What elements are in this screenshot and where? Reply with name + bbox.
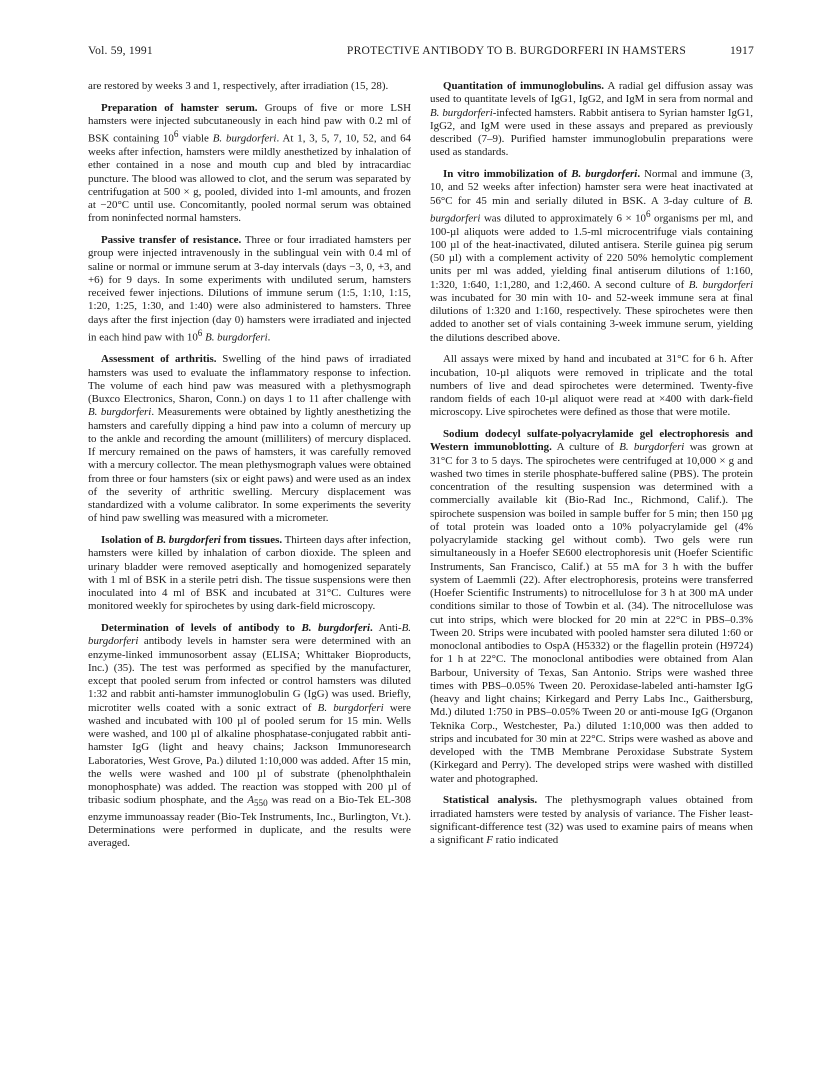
section-sds-page-western: Sodium dodecyl sulfate-polyacrylamide gel electrophoresis and Western immunoblotting. A culture of B. burgdorferi was grown at 31°C for 3 to 5 days. The spirochetes were centrifuged at 10,000 × g and washed two times in sterile phosphate-buffered saline (PBS). The protein concentration of the resulting suspension was determined with a commercially available kit (Bio-Rad Inc., Richmond, Calif.). The spirochete suspension was boiled in sample buffer for 5 min; then 150 µg of total protein was loaded onto a 10% polyacrylamide gel (4% polyacrylamide stacking gel without comb). Two gels were run simultaneously in a Hoefer SE600 electrophoresis unit (Hoefer Scientific Instruments, San Francisco, Calif.) at 55 mA for 3 h with the buffer system of Laemmli (22). After electrophoresis, proteins were transferred (Hoefer Scientific Instruments) to nitrocellulose for 3 h at 300 mA under conditions similar to those of Towbin et al. (34). The nitrocellulose was cut into strips, which were blocked for 20 min at 22°C in PBS–0.3% Tween 20. Strips were incubated with pooled hamster sera diluted 1:60 or monoclonal antibodies to OspA (H5332) or the flagellin protein (H9724) for 1 h at 22°C. The monoclonal antibodies were obtained from Alan Barbour, University of Texas, San Antonio. Strips were washed three times with PBS–0.05% Tween 20. Peroxidase-labeled anti-hamster IgG (heavy and light chains; Kirkegard and Perry Labs Inc., Gaithersburg, Md.) diluted 1:750 in PBS–0.05% Tween 20 or anti-mouse IgG (Organon Teknika Corp., Westchester, Pa.) diluted 1:10,000 was then added to strips and incubated for 30 min at 22°C. Strips were washed as above and developed with the TMB Membrane Peroxidase Substrate System (Kirkegard and Perry). The developed strips were washed with distilled water and photographed.	[430, 428, 754, 785]
section-passive-transfer: Passive transfer of resistance. Three or four irradiated hamsters per group were injected intravenously in the sublingual vein with 0.4 ml of saline or normal or immune serum at 3-day intervals (days −3, 0, +3, and +6) for 9 days. In some experiments with undiluted serum, hamsters received fewer injections. Dilutions of immune serum (1:5, 1:10, 1:15, 1:20, 1:25, 1:30, and 1:40) were also administered to hamsters. Three days after the first injection (day 0) hamsters were irradiated and injected in each hind paw with $10^6$ B. burgdorferi.	[88, 234, 411, 344]
running-header	[88, 44, 754, 68]
section-isolation-from-tissues: Isolation of B. burgdorferi from tissues. Thirteen days after infection, hamsters were killed by inhalation of carbon dioxide. The spleen and urinary bladder were removed aseptically and homogenized separately with 1 ml of BSK in a sterile petri dish. The tissue suspensions were then inoculated into 4 ml of BSK and incubated at 31°C. Cultures were monitored weekly for spirochetes by using dark-field microscopy.	[88, 534, 411, 613]
paragraph-assays: All assays were mixed by hand and incubated at 31°C for 6 h. After incubation, 10-µl aliquots were removed in triplicate and the total numbers of live and dead spirochetes were determined. Twenty-five random fields of each 10-µl aliquot were read at ×400 with dark-field microscopy. Live spirochetes were defined as those that were motile.	[430, 353, 753, 419]
right-column	[430, 80, 753, 847]
section-statistical-analysis: Statistical analysis. The plethysmograph values obtained from irradiated hamsters were tested by analysis of variance. The Fisher least-significant-difference test (32) was used to examine pairs of means when a significant F ratio indicated	[430, 794, 754, 847]
section-heading: Quantitation of immunoglobulins.	[443, 80, 605, 92]
section-heading: Statistical analysis.	[443, 794, 538, 807]
paragraph-continuation: are restored by weeks 3 and 1, respectively, after irradiation (15, 28).	[88, 80, 389, 92]
left-column	[88, 80, 411, 850]
section-heading: Sodium dodecyl sulfate-polyacrylamide gel electrophoresis and Western immunoblotting.	[430, 428, 753, 454]
section-assessment-of-arthritis: Assessment of arthritis. Swelling of the hind paws of irradiated hamsters was used to evaluate the inflammatory response to infection. The volume of each hind paw was measured with a plethysmograph (Buxco Electronics, Sharon, Conn.) on days 1 to 11 after challenge with B. burgdorferi. Measurements were obtained by lightly anesthetizing the hamsters and carefully dipping a hind paw into a column of mercury up to the ankle and recording the amount (milliliters) of mercury displaced. If mercury remained on the paws of hamsters, it was carefully removed with a mercury collector. The mean plethysmograph values were obtained from three or four hamsters (six or eight paws) and were used as an index of the severity of arthritic swelling. Mercury displacement was standardized with a volume calibrator. In some experiments the severity of hind paw swelling was measured with a micrometer.	[88, 353, 411, 525]
section-quantitation: Quantitation of immunoglobulins. A radial gel diffusion assay was used to quantitate levels of IgG1, IgG2, and IgM in sera from normal and B. burgdorferi-infected hamsters. Rabbit antisera to Syrian hamster IgG1, IgG2, and IgM were used in these assays and prepared as previously described (7–9). Purified hamster immunoglobulin preparations were used as standards.	[430, 80, 754, 159]
running-title: PROTECTIVE ANTIBODY TO B. BURGDORFERI IN HAMSTERS	[346, 44, 686, 57]
section-heading: Passive transfer of resistance.	[101, 234, 242, 247]
section-preparation-of-serum: Preparation of hamster serum. Groups of five or more LSH hamsters were injected subcutaneously in each hind paw with 0.2 ml of BSK containing $10^6$ viable B. burgdorferi. At 1, 3, 5, 7, 10, 52, and 64 weeks after infection, hamsters were mildly anesthetized by inhalation of ether contained in a nose and mouth cup and bled by intracardiac puncture. The blood was allowed to clot, and the serum was separated by centrifugation at 500 × g, pooled, divided into 1-ml amounts, and frozen at −20°C until use. Concomitantly, pooled normal serum was obtained from noninfected normal hamsters.	[88, 101, 411, 225]
section-heading: Isolation of	[101, 534, 157, 546]
section-heading: Determination of levels of antibody to	[101, 622, 302, 634]
section-antibody-levels: Determination of levels of antibody to B. burgdorferi. Anti-B. burgdorferi antibody levels in hamster sera were determined with an enzyme-linked immunosorbent assay (ELISA; Whittaker Bioproducts, Inc.) (35). The test was performed as specified by the manufacturer, except that pooled serum from infected or control hamsters was diluted 1:32 and rabbit anti-hamster immunoglobulin G (IgG) was used. Briefly, microtiter wells coated with a sonic extract of B. burgdorferi were washed and incubated with 100 µl of pooled serum for 15 min. Wells were washed, and 100 µl of alkaline phosphatase-conjugated rabbit anti-hamster IgG (light and heavy chains; Jackson Immunoresearch Laboratories, West Grove, Pa.) diluted 1:10,000 was added. After 15 min, the wells were washed and 100 µl of substrate (phenolphthalein monophosphate) was added. The reaction was stopped with 200 µl of tribasic sodium phosphate, and the $A_{550}$ was read on a Bio-Tek EL-308 enzyme immunoassay reader (Bio-Tek Instruments, Inc., Burlington, Vt.). Determinations were performed in duplicate, and the results were averaged.	[88, 622, 411, 850]
section-heading: Assessment of arthritis.	[101, 353, 217, 366]
section-heading: Preparation of hamster serum.	[101, 101, 258, 114]
volume-label: Vol. 59, 1991	[88, 44, 153, 57]
page-number: 1917	[730, 44, 754, 57]
section-heading: In vitro immobilization of	[443, 168, 572, 180]
header-right	[347, 44, 754, 57]
section-in-vitro-immobilization: In vitro immobilization of B. burgdorferi. Normal and immune (3, 10, and 52 weeks after infection) hamster sera were heat inactivated at 56°C for 45 min and serially diluted in BSK. A 3-day culture of B. burgdorferi was diluted to approximately $6 \times 10^6$ organisms per ml, and 100-µl aliquots were added to 1.5-ml microcentrifuge vials containing 100 µl of the heat-inactivated, diluted antisera. Sterile guinea pig serum (50 µl) with a complement activity of 220 50% hemolytic complement units per ml was added, yielding final antiserum dilutions of 1:160, 1:320, 1:640, 1:1,280, and 1:2,460. A second culture of B. burgdorferi was incubated for 30 min with 10- and 52-week immune sera at final dilutions of 1:320 and 1:160, respectively. These spirochetes were then added to another set of vials containing 3-week immune serum, yielding the dilutions described above.	[430, 168, 753, 344]
